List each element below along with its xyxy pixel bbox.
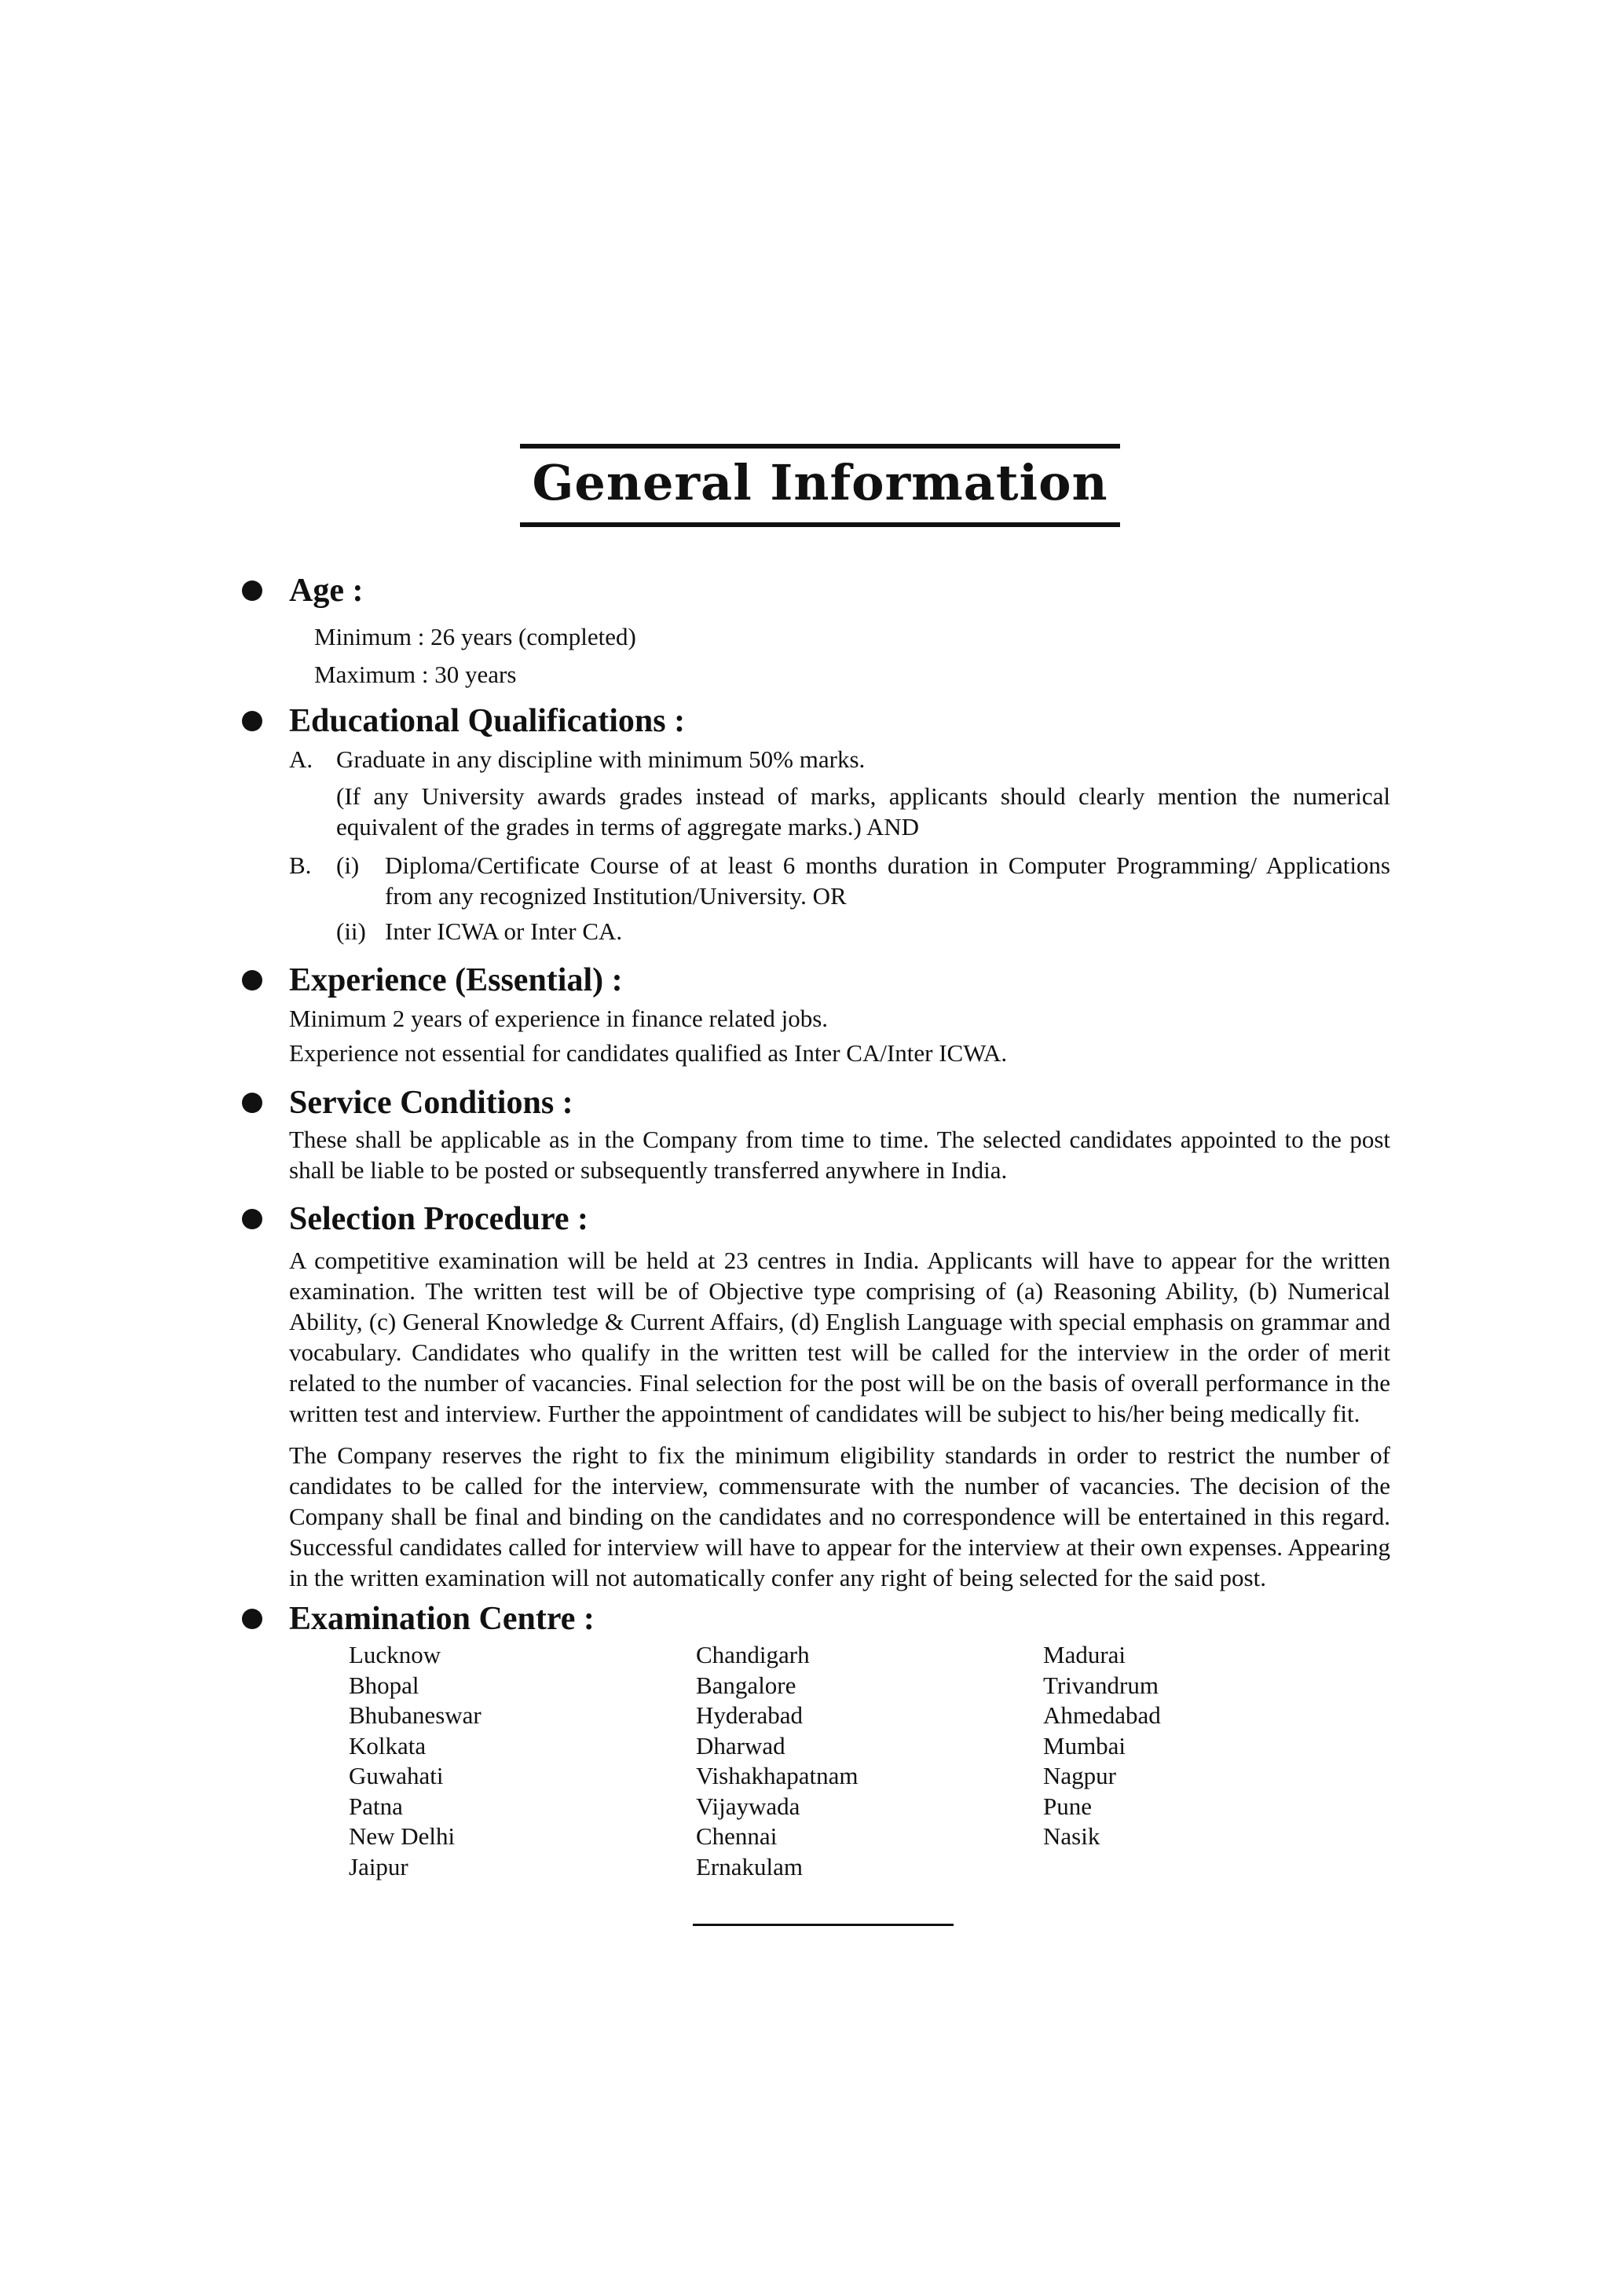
education-label-b-ii: (ii): [336, 917, 366, 945]
centres-heading: [242, 1598, 1390, 1640]
selection-heading-text: Selection Procedure :: [289, 1201, 589, 1237]
centres-column-2: [696, 1640, 1043, 1882]
centre-item: Kolkata: [349, 1731, 427, 1760]
education-heading: [242, 700, 1390, 742]
page-title: General Information: [532, 454, 1108, 511]
centre-item: Hyderabad: [696, 1701, 803, 1729]
centre-item: Ernakulam: [696, 1852, 804, 1880]
bullet-icon: [242, 1209, 262, 1229]
experience-section: [242, 959, 1390, 1071]
centres-list: [242, 1640, 1390, 1882]
service-text: These shall be applicable as in the Company from time to time. The selected candidates appointed to the post shall be liable to be posted or subsequently transferred anywhere in India.: [289, 1126, 1390, 1184]
education-label-b: B.: [289, 851, 312, 879]
education-item-b-ii: [242, 916, 1390, 947]
centre-item: Bhubaneswar: [349, 1701, 481, 1729]
centre-item: Guwahati: [349, 1762, 444, 1789]
end-divider: [693, 1924, 954, 1926]
centre-item: Dharwad: [696, 1731, 785, 1760]
centre-item: Madurai: [1043, 1641, 1126, 1668]
centre-item: Patna: [349, 1792, 403, 1820]
centre-item: Pune: [1043, 1792, 1092, 1820]
centre-item: Vishakhapatnam: [696, 1762, 859, 1789]
experience-line-2: Experience not essential for candidates qualified as Inter CA/Inter ICWA.: [289, 1039, 1008, 1067]
education-label-b-i: (i): [336, 851, 360, 879]
centre-item: Nagpur: [1043, 1762, 1116, 1789]
age-heading: [242, 569, 1390, 612]
centre-item: Mumbai: [1043, 1731, 1126, 1760]
centre-item: New Delhi: [349, 1822, 456, 1850]
education-section: [242, 700, 1390, 947]
education-item-a: [242, 744, 1390, 774]
centre-item: Chandigarh: [696, 1641, 810, 1668]
title-box: [520, 444, 1120, 527]
document-body: [242, 569, 1390, 1882]
centre-item: Bangalore: [696, 1671, 796, 1699]
centre-item: Chennai: [696, 1822, 778, 1850]
service-heading: [242, 1082, 1390, 1124]
centres-column-3: [1043, 1640, 1390, 1882]
centre-item: Bhopal: [349, 1671, 419, 1699]
bullet-icon: [242, 580, 262, 601]
age-maximum: Maximum : 30 years: [314, 661, 517, 688]
centre-item: Lucknow: [349, 1641, 441, 1668]
bullet-icon: [242, 970, 262, 991]
education-item-b: [242, 850, 1390, 911]
experience-line-1: Minimum 2 years of experience in finance related jobs.: [289, 1005, 829, 1032]
experience-heading-text: Experience (Essential) :: [289, 962, 623, 998]
selection-paragraph-2: The Company reserves the right to fix the minimum eligibility standards in order to restrict the number of candidates to be called for the interview, commensurate with the number of vacancies. The decision of the Company shall be final and binding on the candidates and no correspondence will be entertained in this regard. Successful candidates called for interview will have to appear for the interview at their own expenses. Appearing in the written examination will not automatically confer any right of being selected for the said post.: [289, 1441, 1390, 1591]
centre-item: Jaipur: [349, 1852, 408, 1880]
bullet-icon: [242, 1609, 262, 1629]
centre-item: Vijaywada: [696, 1792, 800, 1820]
centre-item: Nasik: [1043, 1822, 1100, 1850]
age-minimum: Minimum : 26 years (completed): [314, 623, 636, 650]
education-label-a: A.: [289, 745, 313, 773]
education-heading-text: Educational Qualifications :: [289, 703, 686, 739]
selection-heading: [242, 1198, 1390, 1240]
education-text-a: Graduate in any discipline with minimum 50% marks.: [336, 745, 866, 773]
centres-column-1: [349, 1640, 696, 1882]
bullet-icon: [242, 711, 262, 731]
centres-heading-text: Examination Centre :: [289, 1601, 595, 1637]
education-note-a: (If any University awards grades instead of marks, applicants should clearly mention the numerical equivalent of the grades in terms of aggregate marks.) AND: [336, 782, 1390, 840]
selection-paragraph-1: A competitive examination will be held at 23 centres in India. Applicants will have to appear for the written examination. The written test will be of Objective type comprising of (a) Reasoning Ability, (b) Numerical Ability, (c) General Knowledge & Current Affairs, (d) English Language with special emphasis on grammar and vocabulary. Candidates who qualify in the written test will be called for the interview in the order of merit related to the number of vacancies. Final selection for the post will be on the basis of overall performance in the written test and interview. Further the appointment of candidates will be subject to his/her being medically fit.: [289, 1247, 1390, 1427]
service-section: [242, 1082, 1390, 1185]
bullet-icon: [242, 1093, 262, 1113]
age-heading-text: Age :: [289, 573, 364, 609]
selection-section: [242, 1198, 1390, 1593]
centres-section: [242, 1598, 1390, 1882]
centre-item: Ahmedabad: [1043, 1701, 1161, 1729]
education-text-b-i: Diploma/Certificate Course of at least 6 months duration in Computer Programming/ Applications from any recognized Institution/University. OR: [385, 851, 1390, 910]
education-text-b-ii: Inter ICWA or Inter CA.: [385, 917, 623, 945]
experience-heading: [242, 959, 1390, 1002]
age-section: [242, 569, 1390, 694]
centre-item: Trivandrum: [1043, 1671, 1159, 1699]
service-heading-text: Service Conditions :: [289, 1085, 573, 1121]
